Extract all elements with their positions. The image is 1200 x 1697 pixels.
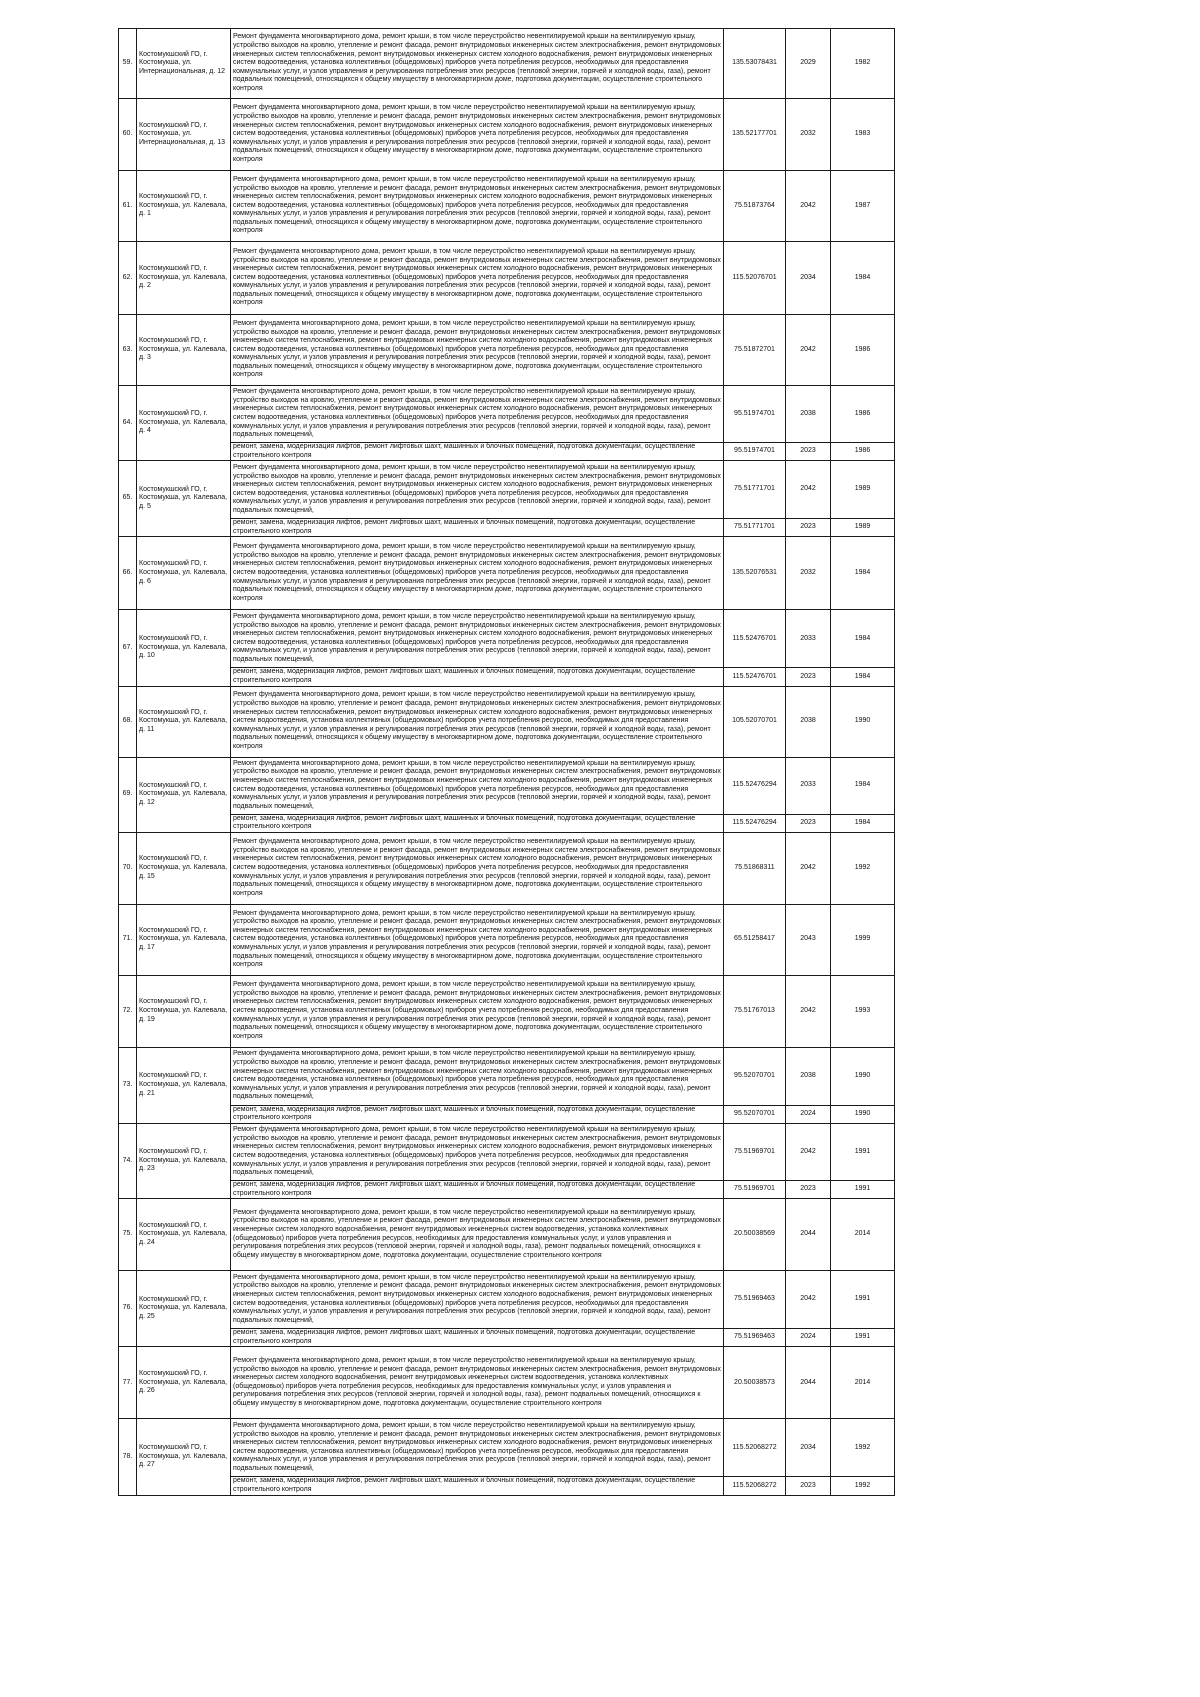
- lift-cost-cell: 115.52068272: [724, 1477, 786, 1495]
- table-row: [119, 1419, 895, 1477]
- table-body: [119, 29, 895, 1496]
- built-year-cell: 1993: [831, 975, 895, 1047]
- lift-work-description: ремонт, замена, модернизация лифтов, ремонт лифтовых шахт, машинных и блочных помещений, подготовка документации, осуществление строительного контроля: [231, 443, 724, 461]
- work-description: Ремонт фундамента многоквартирного дома, ремонт крыши, в том числе переустройство невентилируемой крыши на вентилируемую крышу, устройство выходов на кровлю, утепление и ремонт фасада, ремонт внутридомовых инженерных систем электроснабжения, ремонт внутридомовых инженерных систем теплоснабжения, ремонт внутридомовых инженерных систем холодного водоснабжения, ремонт внутридомовых инженерных систем водоотведения, установка коллективных (общедомовых) приборов учета потребления ресурсов, необходимых для предоставления коммунальных услуг, и узлов управления и регулирования потребления этих ресурсов (тепловой энергии, горячей и холодной воды, газа), ремонт подвальных помещений, относящихся к общему имуществу в многоквартирном доме, подготовка документации, осуществление строительного контроля: [231, 29, 724, 99]
- lift-planned-year-cell: 2023: [786, 443, 831, 461]
- built-year-cell: 1991: [831, 1123, 895, 1180]
- row-number: 72.: [119, 975, 137, 1047]
- cost-cell: 135.52177701: [724, 99, 786, 171]
- address-cell: Костомукшский ГО, г. Костомукша, ул. Калевала, д. 23: [137, 1123, 231, 1198]
- cost-cell: 75.51969701: [724, 1123, 786, 1180]
- cost-cell: 20.50038569: [724, 1199, 786, 1271]
- lift-built-year-cell: 1991: [831, 1180, 895, 1198]
- built-year-cell: 1992: [831, 1419, 895, 1477]
- planned-year-cell: 2042: [786, 832, 831, 904]
- lift-built-year-cell: 1992: [831, 1477, 895, 1495]
- work-description: Ремонт фундамента многоквартирного дома, ремонт крыши, в том числе переустройство невентилируемой крыши на вентилируемую крышу, устройство выходов на кровлю, утепление и ремонт фасада, ремонт внутридомовых инженерных систем электроснабжения, ремонт внутридомовых инженерных систем теплоснабжения, ремонт внутридомовых инженерных систем холодного водоснабжения, ремонт внутридомовых инженерных систем водоотведения, установка коллективных (общедомовых) приборов учета потребления ресурсов, необходимых для предоставления коммунальных услуг, и узлов управления и регулирования потребления этих ресурсов (тепловой энергии, горячей и холодной воды, газа), ремонт подвальных помещений, относящихся к общему имуществу в многоквартирном доме, подготовка документации, осуществление строительного контроля: [231, 171, 724, 242]
- lift-built-year-cell: 1984: [831, 668, 895, 686]
- work-description: Ремонт фундамента многоквартирного дома, ремонт крыши, в том числе переустройство невентилируемой крыши на вентилируемую крышу, устройство выходов на кровлю, утепление и ремонт фасада, ремонт внутридомовых инженерных систем электроснабжения, ремонт внутридомовых инженерных систем теплоснабжения, ремонт внутридомовых инженерных систем холодного водоснабжения, ремонт внутридомовых инженерных систем водоотведения, установка коллективных (общедомовых) приборов учета потребления ресурсов, необходимых для предоставления коммунальных услуг, и узлов управления и регулирования потребления этих ресурсов (тепловой энергии, горячей и холодной воды, газа), ремонт подвальных помещений, относящихся к общему имуществу в многоквартирном доме, подготовка документации, осуществление строительного контроля: [231, 686, 724, 757]
- built-year-cell: 1991: [831, 1271, 895, 1329]
- built-year-cell: 1982: [831, 29, 895, 99]
- cost-cell: 95.52070701: [724, 1047, 786, 1105]
- built-year-cell: 1990: [831, 686, 895, 757]
- table-row: [119, 904, 895, 975]
- planned-year-cell: 2033: [786, 757, 831, 814]
- lift-work-description: ремонт, замена, модернизация лифтов, ремонт лифтовых шахт, машинных и блочных помещений, подготовка документации, осуществление строительного контроля: [231, 814, 724, 832]
- work-description: Ремонт фундамента многоквартирного дома, ремонт крыши, в том числе переустройство невентилируемой крыши на вентилируемую крышу, устройство выходов на кровлю, утепление и ремонт фасада, ремонт внутридомовых инженерных систем электроснабжения, ремонт внутридомовых инженерных систем теплоснабжения, ремонт внутридомовых инженерных систем холодного водоснабжения, ремонт внутридомовых инженерных систем водоотведения, установка коллективных (общедомовых) приборов учета потребления ресурсов, необходимых для предоставления коммунальных услуг, и узлов управления и регулирования потребления этих ресурсов (тепловой энергии, горячей и холодной воды, газа), ремонт подвальных помещений,: [231, 1271, 724, 1329]
- lift-cost-cell: 115.52476294: [724, 814, 786, 832]
- planned-year-cell: 2042: [786, 975, 831, 1047]
- cost-cell: 115.52076701: [724, 242, 786, 315]
- built-year-cell: 1984: [831, 757, 895, 814]
- lift-cost-cell: 75.51969701: [724, 1180, 786, 1198]
- work-description: Ремонт фундамента многоквартирного дома, ремонт крыши, в том числе переустройство невентилируемой крыши на вентилируемую крышу, устройство выходов на кровлю, утепление и ремонт фасада, ремонт внутридомовых инженерных систем электроснабжения, ремонт внутридомовых инженерных систем теплоснабжения, ремонт внутридомовых инженерных систем холодного водоснабжения, ремонт внутридомовых инженерных систем водоотведения, установка коллективных (общедомовых) приборов учета потребления ресурсов, необходимых для предоставления коммунальных услуг, и узлов управления и регулирования потребления этих ресурсов (тепловой энергии, горячей и холодной воды, газа), ремонт подвальных помещений,: [231, 1123, 724, 1180]
- planned-year-cell: 2043: [786, 904, 831, 975]
- address-cell: Костомукшский ГО, г. Костомукша, ул. Калевала, д. 1: [137, 171, 231, 242]
- row-number: 71.: [119, 904, 137, 975]
- work-description: Ремонт фундамента многоквартирного дома, ремонт крыши, в том числе переустройство невентилируемой крыши на вентилируемую крышу, устройство выходов на кровлю, утепление и ремонт фасада, ремонт внутридомовых инженерных систем электроснабжения, ремонт внутридомовых инженерных систем теплоснабжения, ремонт внутридомовых инженерных систем холодного водоснабжения, ремонт внутридомовых инженерных систем водоотведения, установка коллективных (общедомовых) приборов учета потребления ресурсов, необходимых для предоставления коммунальных услуг, и узлов управления и регулирования потребления этих ресурсов (тепловой энергии, горячей и холодной воды, газа), ремонт подвальных помещений,: [231, 1047, 724, 1105]
- address-cell: Костомукшский ГО, г. Костомукша, ул. Калевала, д. 27: [137, 1419, 231, 1495]
- cost-cell: 105.52070701: [724, 686, 786, 757]
- row-number: 70.: [119, 832, 137, 904]
- table-row: [119, 99, 895, 171]
- row-number: 66.: [119, 537, 137, 610]
- lift-cost-cell: 75.51969463: [724, 1329, 786, 1347]
- lift-planned-year-cell: 2023: [786, 1477, 831, 1495]
- lift-work-description: ремонт, замена, модернизация лифтов, ремонт лифтовых шахт, машинных и блочных помещений, подготовка документации, осуществление строительного контроля: [231, 1477, 724, 1495]
- work-description: Ремонт фундамента многоквартирного дома, ремонт крыши, в том числе переустройство невентилируемой крыши на вентилируемую крышу, устройство выходов на кровлю, утепление и ремонт фасада, ремонт внутридомовых инженерных систем электроснабжения, ремонт внутридомовых инженерных систем теплоснабжения, ремонт внутридомовых инженерных систем холодного водоснабжения, ремонт внутридомовых инженерных систем водоотведения, установка коллективных (общедомовых) приборов учета потребления ресурсов, необходимых для предоставления коммунальных услуг, и узлов управления и регулирования потребления этих ресурсов (тепловой энергии, горячей и холодной воды, газа), ремонт подвальных помещений,: [231, 757, 724, 814]
- table-row: [119, 29, 895, 99]
- cost-cell: 135.52076531: [724, 537, 786, 610]
- built-year-cell: 1992: [831, 832, 895, 904]
- address-cell: Костомукшский ГО, г. Костомукша, ул. Интернациональная, д. 13: [137, 99, 231, 171]
- row-number: 73.: [119, 1047, 137, 1123]
- table-row: [119, 1047, 895, 1105]
- address-cell: Костомукшский ГО, г. Костомукша, ул. Калевала, д. 6: [137, 537, 231, 610]
- cost-cell: 75.51872701: [724, 315, 786, 386]
- lift-work-description: ремонт, замена, модернизация лифтов, ремонт лифтовых шахт, машинных и блочных помещений, подготовка документации, осуществление строительного контроля: [231, 1329, 724, 1347]
- planned-year-cell: 2034: [786, 242, 831, 315]
- address-cell: Костомукшский ГО, г. Костомукша, ул. Калевала, д. 17: [137, 904, 231, 975]
- table-row: [119, 242, 895, 315]
- row-number: 59.: [119, 29, 137, 99]
- capital-repair-table: [118, 28, 895, 1496]
- row-number: 78.: [119, 1419, 137, 1495]
- planned-year-cell: 2042: [786, 461, 831, 519]
- built-year-cell: 1990: [831, 1047, 895, 1105]
- table-row-lift: [119, 1329, 895, 1347]
- table-row: [119, 1123, 895, 1180]
- work-description: Ремонт фундамента многоквартирного дома, ремонт крыши, в том числе переустройство невентилируемой крыши на вентилируемую крышу, устройство выходов на кровлю, утепление и ремонт фасада, ремонт внутридомовых инженерных систем электроснабжения, ремонт внутридомовых инженерных систем теплоснабжения, ремонт внутридомовых инженерных систем холодного водоснабжения, ремонт внутридомовых инженерных систем водоотведения, установка коллективных (общедомовых) приборов учета потребления ресурсов, необходимых для предоставления коммунальных услуг, и узлов управления и регулирования потребления этих ресурсов (тепловой энергии, горячей и холодной воды, газа), ремонт подвальных помещений,: [231, 386, 724, 443]
- row-number: 75.: [119, 1199, 137, 1271]
- table-row: [119, 832, 895, 904]
- document-page: [118, 28, 894, 1496]
- work-description: Ремонт фундамента многоквартирного дома, ремонт крыши, в том числе переустройство невентилируемой крыши на вентилируемую крышу, устройство выходов на кровлю, утепление и ремонт фасада, ремонт внутридомовых инженерных систем электроснабжения, ремонт внутридомовых инженерных систем теплоснабжения, ремонт внутридомовых инженерных систем холодного водоснабжения, ремонт внутридомовых инженерных систем водоотведения, установка коллективных (общедомовых) приборов учета потребления ресурсов, необходимых для предоставления коммунальных услуг, и узлов управления и регулирования потребления этих ресурсов (тепловой энергии, горячей и холодной воды, газа), ремонт подвальных помещений, относящихся к общему имуществу в многоквартирном доме, подготовка документации, осуществление строительного контроля: [231, 904, 724, 975]
- lift-cost-cell: 115.52476701: [724, 668, 786, 686]
- address-cell: Костомукшский ГО, г. Костомукша, ул. Калевала, д. 12: [137, 757, 231, 832]
- address-cell: Костомукшский ГО, г. Костомукша, ул. Калевала, д. 4: [137, 386, 231, 461]
- planned-year-cell: 2042: [786, 1123, 831, 1180]
- cost-cell: 75.51873764: [724, 171, 786, 242]
- built-year-cell: 2014: [831, 1347, 895, 1419]
- cost-cell: 115.52476701: [724, 610, 786, 668]
- table-row-lift: [119, 519, 895, 537]
- row-number: 74.: [119, 1123, 137, 1198]
- lift-cost-cell: 95.51974701: [724, 443, 786, 461]
- table-row: [119, 537, 895, 610]
- table-row-lift: [119, 443, 895, 461]
- row-number: 62.: [119, 242, 137, 315]
- address-cell: Костомукшский ГО, г. Костомукша, ул. Калевала, д. 5: [137, 461, 231, 537]
- cost-cell: 135.53078431: [724, 29, 786, 99]
- table-row: [119, 461, 895, 519]
- planned-year-cell: 2032: [786, 99, 831, 171]
- planned-year-cell: 2038: [786, 386, 831, 443]
- planned-year-cell: 2029: [786, 29, 831, 99]
- address-cell: Костомукшский ГО, г. Костомукша, ул. Калевала, д. 24: [137, 1199, 231, 1271]
- address-cell: Костомукшский ГО, г. Костомукша, ул. Калевала, д. 26: [137, 1347, 231, 1419]
- row-number: 63.: [119, 315, 137, 386]
- table-row: [119, 975, 895, 1047]
- address-cell: Костомукшский ГО, г. Костомукша, ул. Калевала, д. 15: [137, 832, 231, 904]
- planned-year-cell: 2042: [786, 1271, 831, 1329]
- table-row: [119, 757, 895, 814]
- built-year-cell: 1984: [831, 610, 895, 668]
- table-row: [119, 686, 895, 757]
- lift-built-year-cell: 1984: [831, 814, 895, 832]
- lift-planned-year-cell: 2024: [786, 1329, 831, 1347]
- cost-cell: 75.51767013: [724, 975, 786, 1047]
- planned-year-cell: 2038: [786, 1047, 831, 1105]
- table-row-lift: [119, 1180, 895, 1198]
- address-cell: Костомукшский ГО, г. Костомукша, ул. Интернациональная, д. 12: [137, 29, 231, 99]
- cost-cell: 75.51969463: [724, 1271, 786, 1329]
- cost-cell: 20.50038573: [724, 1347, 786, 1419]
- built-year-cell: 1984: [831, 242, 895, 315]
- row-number: 76.: [119, 1271, 137, 1347]
- lift-cost-cell: 95.52070701: [724, 1105, 786, 1123]
- work-description: Ремонт фундамента многоквартирного дома, ремонт крыши, в том числе переустройство невентилируемой крыши на вентилируемую крышу, устройство выходов на кровлю, утепление и ремонт фасада, ремонт внутридомовых инженерных систем электроснабжения, ремонт внутридомовых инженерных систем теплоснабжения, ремонт внутридомовых инженерных систем холодного водоснабжения, ремонт внутридомовых инженерных систем водоотведения, установка коллективных (общедомовых) приборов учета потребления ресурсов, необходимых для предоставления коммунальных услуг, и узлов управления и регулирования потребления этих ресурсов (тепловой энергии, горячей и холодной воды, газа), ремонт подвальных помещений, относящихся к общему имуществу в многоквартирном доме, подготовка документации, осуществление строительного контроля: [231, 832, 724, 904]
- work-description: Ремонт фундамента многоквартирного дома, ремонт крыши, в том числе переустройство невентилируемой крыши на вентилируемую крышу, устройство выходов на кровлю, утепление и ремонт фасада, ремонт внутридомовых инженерных систем электроснабжения, ремонт внутридомовых инженерных систем холодного водоснабжения, ремонт внутридомовых инженерных систем водоотведения, установка коллективных (общедомовых) приборов учета потребления ресурсов, необходимых для предоставления коммунальных услуг, и узлов управления и регулирования потребления этих ресурсов (тепловой энергии, горячей и холодной воды, газа), ремонт подвальных помещений, относящихся к общему имуществу в многоквартирном доме, подготовка документации, осуществление строительного контроля: [231, 1347, 724, 1419]
- lift-planned-year-cell: 2024: [786, 1105, 831, 1123]
- row-number: 61.: [119, 171, 137, 242]
- work-description: Ремонт фундамента многоквартирного дома, ремонт крыши, в том числе переустройство невентилируемой крыши на вентилируемую крышу, устройство выходов на кровлю, утепление и ремонт фасада, ремонт внутридомовых инженерных систем электроснабжения, ремонт внутридомовых инженерных систем теплоснабжения, ремонт внутридомовых инженерных систем холодного водоснабжения, ремонт внутридомовых инженерных систем водоотведения, установка коллективных (общедомовых) приборов учета потребления ресурсов, необходимых для предоставления коммунальных услуг, и узлов управления и регулирования потребления этих ресурсов (тепловой энергии, горячей и холодной воды, газа), ремонт подвальных помещений,: [231, 1419, 724, 1477]
- work-description: Ремонт фундамента многоквартирного дома, ремонт крыши, в том числе переустройство невентилируемой крыши на вентилируемую крышу, устройство выходов на кровлю, утепление и ремонт фасада, ремонт внутридомовых инженерных систем электроснабжения, ремонт внутридомовых инженерных систем холодного водоснабжения, ремонт внутридомовых инженерных систем водоотведения, установка коллективных (общедомовых) приборов учета потребления ресурсов, необходимых для предоставления коммунальных услуг, и узлов управления и регулирования потребления этих ресурсов (тепловой энергии, горячей и холодной воды, газа), ремонт подвальных помещений, относящихся к общему имуществу в многоквартирном доме, подготовка документации, осуществление строительного контроля: [231, 1199, 724, 1271]
- work-description: Ремонт фундамента многоквартирного дома, ремонт крыши, в том числе переустройство невентилируемой крыши на вентилируемую крышу, устройство выходов на кровлю, утепление и ремонт фасада, ремонт внутридомовых инженерных систем электроснабжения, ремонт внутридомовых инженерных систем теплоснабжения, ремонт внутридомовых инженерных систем холодного водоснабжения, ремонт внутридомовых инженерных систем водоотведения, установка коллективных (общедомовых) приборов учета потребления ресурсов, необходимых для предоставления коммунальных услуг, и узлов управления и регулирования потребления этих ресурсов (тепловой энергии, горячей и холодной воды, газа), ремонт подвальных помещений, относящихся к общему имуществу в многоквартирном доме, подготовка документации, осуществление строительного контроля: [231, 537, 724, 610]
- work-description: Ремонт фундамента многоквартирного дома, ремонт крыши, в том числе переустройство невентилируемой крыши на вентилируемую крышу, устройство выходов на кровлю, утепление и ремонт фасада, ремонт внутридомовых инженерных систем электроснабжения, ремонт внутридомовых инженерных систем теплоснабжения, ремонт внутридомовых инженерных систем холодного водоснабжения, ремонт внутридомовых инженерных систем водоотведения, установка коллективных (общедомовых) приборов учета потребления ресурсов, необходимых для предоставления коммунальных услуг, и узлов управления и регулирования потребления этих ресурсов (тепловой энергии, горячей и холодной воды, газа), ремонт подвальных помещений,: [231, 461, 724, 519]
- cost-cell: 75.51868311: [724, 832, 786, 904]
- work-description: Ремонт фундамента многоквартирного дома, ремонт крыши, в том числе переустройство невентилируемой крыши на вентилируемую крышу, устройство выходов на кровлю, утепление и ремонт фасада, ремонт внутридомовых инженерных систем электроснабжения, ремонт внутридомовых инженерных систем теплоснабжения, ремонт внутридомовых инженерных систем холодного водоснабжения, ремонт внутридомовых инженерных систем водоотведения, установка коллективных (общедомовых) приборов учета потребления ресурсов, необходимых для предоставления коммунальных услуг, и узлов управления и регулирования потребления этих ресурсов (тепловой энергии, горячей и холодной воды, газа), ремонт подвальных помещений, относящихся к общему имуществу в многоквартирном доме, подготовка документации, осуществление строительного контроля: [231, 242, 724, 315]
- lift-work-description: ремонт, замена, модернизация лифтов, ремонт лифтовых шахт, машинных и блочных помещений, подготовка документации, осуществление строительного контроля: [231, 1180, 724, 1198]
- cost-cell: 95.51974701: [724, 386, 786, 443]
- built-year-cell: 1999: [831, 904, 895, 975]
- built-year-cell: 2014: [831, 1199, 895, 1271]
- address-cell: Костомукшский ГО, г. Костомукша, ул. Калевала, д. 3: [137, 315, 231, 386]
- cost-cell: 65.51258417: [724, 904, 786, 975]
- built-year-cell: 1987: [831, 171, 895, 242]
- lift-built-year-cell: 1990: [831, 1105, 895, 1123]
- lift-built-year-cell: 1991: [831, 1329, 895, 1347]
- table-row-lift: [119, 1477, 895, 1495]
- address-cell: Костомукшский ГО, г. Костомукша, ул. Калевала, д. 11: [137, 686, 231, 757]
- planned-year-cell: 2032: [786, 537, 831, 610]
- table-row-lift: [119, 1105, 895, 1123]
- address-cell: Костомукшский ГО, г. Костомукша, ул. Калевала, д. 2: [137, 242, 231, 315]
- built-year-cell: 1983: [831, 99, 895, 171]
- lift-work-description: ремонт, замена, модернизация лифтов, ремонт лифтовых шахт, машинных и блочных помещений, подготовка документации, осуществление строительного контроля: [231, 519, 724, 537]
- table-row: [119, 1199, 895, 1271]
- lift-work-description: ремонт, замена, модернизация лифтов, ремонт лифтовых шахт, машинных и блочных помещений, подготовка документации, осуществление строительного контроля: [231, 668, 724, 686]
- row-number: 77.: [119, 1347, 137, 1419]
- address-cell: Костомукшский ГО, г. Костомукша, ул. Калевала, д. 25: [137, 1271, 231, 1347]
- row-number: 60.: [119, 99, 137, 171]
- planned-year-cell: 2042: [786, 171, 831, 242]
- address-cell: Костомукшский ГО, г. Костомукша, ул. Калевала, д. 19: [137, 975, 231, 1047]
- address-cell: Костомукшский ГО, г. Костомукша, ул. Калевала, д. 10: [137, 610, 231, 686]
- table-row: [119, 610, 895, 668]
- lift-built-year-cell: 1986: [831, 443, 895, 461]
- built-year-cell: 1986: [831, 386, 895, 443]
- lift-planned-year-cell: 2023: [786, 1180, 831, 1198]
- table-row-lift: [119, 814, 895, 832]
- work-description: Ремонт фундамента многоквартирного дома, ремонт крыши, в том числе переустройство невентилируемой крыши на вентилируемую крышу, устройство выходов на кровлю, утепление и ремонт фасада, ремонт внутридомовых инженерных систем электроснабжения, ремонт внутридомовых инженерных систем теплоснабжения, ремонт внутридомовых инженерных систем холодного водоснабжения, ремонт внутридомовых инженерных систем водоотведения, установка коллективных (общедомовых) приборов учета потребления ресурсов, необходимых для предоставления коммунальных услуг, и узлов управления и регулирования потребления этих ресурсов (тепловой энергии, горячей и холодной воды, газа), ремонт подвальных помещений, относящихся к общему имуществу в многоквартирном доме, подготовка документации, осуществление строительного контроля: [231, 315, 724, 386]
- cost-cell: 115.52476294: [724, 757, 786, 814]
- built-year-cell: 1984: [831, 537, 895, 610]
- cost-cell: 75.51771701: [724, 461, 786, 519]
- lift-planned-year-cell: 2023: [786, 668, 831, 686]
- work-description: Ремонт фундамента многоквартирного дома, ремонт крыши, в том числе переустройство невентилируемой крыши на вентилируемую крышу, устройство выходов на кровлю, утепление и ремонт фасада, ремонт внутридомовых инженерных систем электроснабжения, ремонт внутридомовых инженерных систем теплоснабжения, ремонт внутридомовых инженерных систем холодного водоснабжения, ремонт внутридомовых инженерных систем водоотведения, установка коллективных (общедомовых) приборов учета потребления ресурсов, необходимых для предоставления коммунальных услуг, и узлов управления и регулирования потребления этих ресурсов (тепловой энергии, горячей и холодной воды, газа), ремонт подвальных помещений, относящихся к общему имуществу в многоквартирном доме, подготовка документации, осуществление строительного контроля: [231, 99, 724, 171]
- row-number: 64.: [119, 386, 137, 461]
- planned-year-cell: 2034: [786, 1419, 831, 1477]
- work-description: Ремонт фундамента многоквартирного дома, ремонт крыши, в том числе переустройство невентилируемой крыши на вентилируемую крышу, устройство выходов на кровлю, утепление и ремонт фасада, ремонт внутридомовых инженерных систем электроснабжения, ремонт внутридомовых инженерных систем теплоснабжения, ремонт внутридомовых инженерных систем холодного водоснабжения, ремонт внутридомовых инженерных систем водоотведения, установка коллективных (общедомовых) приборов учета потребления ресурсов, необходимых для предоставления коммунальных услуг, и узлов управления и регулирования потребления этих ресурсов (тепловой энергии, горячей и холодной воды, газа), ремонт подвальных помещений, относящихся к общему имуществу в многоквартирном доме, подготовка документации, осуществление строительного контроля: [231, 975, 724, 1047]
- table-row: [119, 386, 895, 443]
- row-number: 67.: [119, 610, 137, 686]
- table-row: [119, 1271, 895, 1329]
- address-cell: Костомукшский ГО, г. Костомукша, ул. Калевала, д. 21: [137, 1047, 231, 1123]
- lift-work-description: ремонт, замена, модернизация лифтов, ремонт лифтовых шахт, машинных и блочных помещений, подготовка документации, осуществление строительного контроля: [231, 1105, 724, 1123]
- cost-cell: 115.52068272: [724, 1419, 786, 1477]
- planned-year-cell: 2042: [786, 315, 831, 386]
- work-description: Ремонт фундамента многоквартирного дома, ремонт крыши, в том числе переустройство невентилируемой крыши на вентилируемую крышу, устройство выходов на кровлю, утепление и ремонт фасада, ремонт внутридомовых инженерных систем электроснабжения, ремонт внутридомовых инженерных систем теплоснабжения, ремонт внутридомовых инженерных систем холодного водоснабжения, ремонт внутридомовых инженерных систем водоотведения, установка коллективных (общедомовых) приборов учета потребления ресурсов, необходимых для предоставления коммунальных услуг, и узлов управления и регулирования потребления этих ресурсов (тепловой энергии, горячей и холодной воды, газа), ремонт подвальных помещений,: [231, 610, 724, 668]
- planned-year-cell: 2044: [786, 1347, 831, 1419]
- table-row: [119, 1347, 895, 1419]
- built-year-cell: 1986: [831, 315, 895, 386]
- built-year-cell: 1989: [831, 461, 895, 519]
- lift-built-year-cell: 1989: [831, 519, 895, 537]
- planned-year-cell: 2044: [786, 1199, 831, 1271]
- row-number: 68.: [119, 686, 137, 757]
- planned-year-cell: 2038: [786, 686, 831, 757]
- lift-cost-cell: 75.51771701: [724, 519, 786, 537]
- row-number: 69.: [119, 757, 137, 832]
- planned-year-cell: 2033: [786, 610, 831, 668]
- table-row: [119, 171, 895, 242]
- lift-planned-year-cell: 2023: [786, 519, 831, 537]
- lift-planned-year-cell: 2023: [786, 814, 831, 832]
- table-row: [119, 315, 895, 386]
- table-row-lift: [119, 668, 895, 686]
- row-number: 65.: [119, 461, 137, 537]
